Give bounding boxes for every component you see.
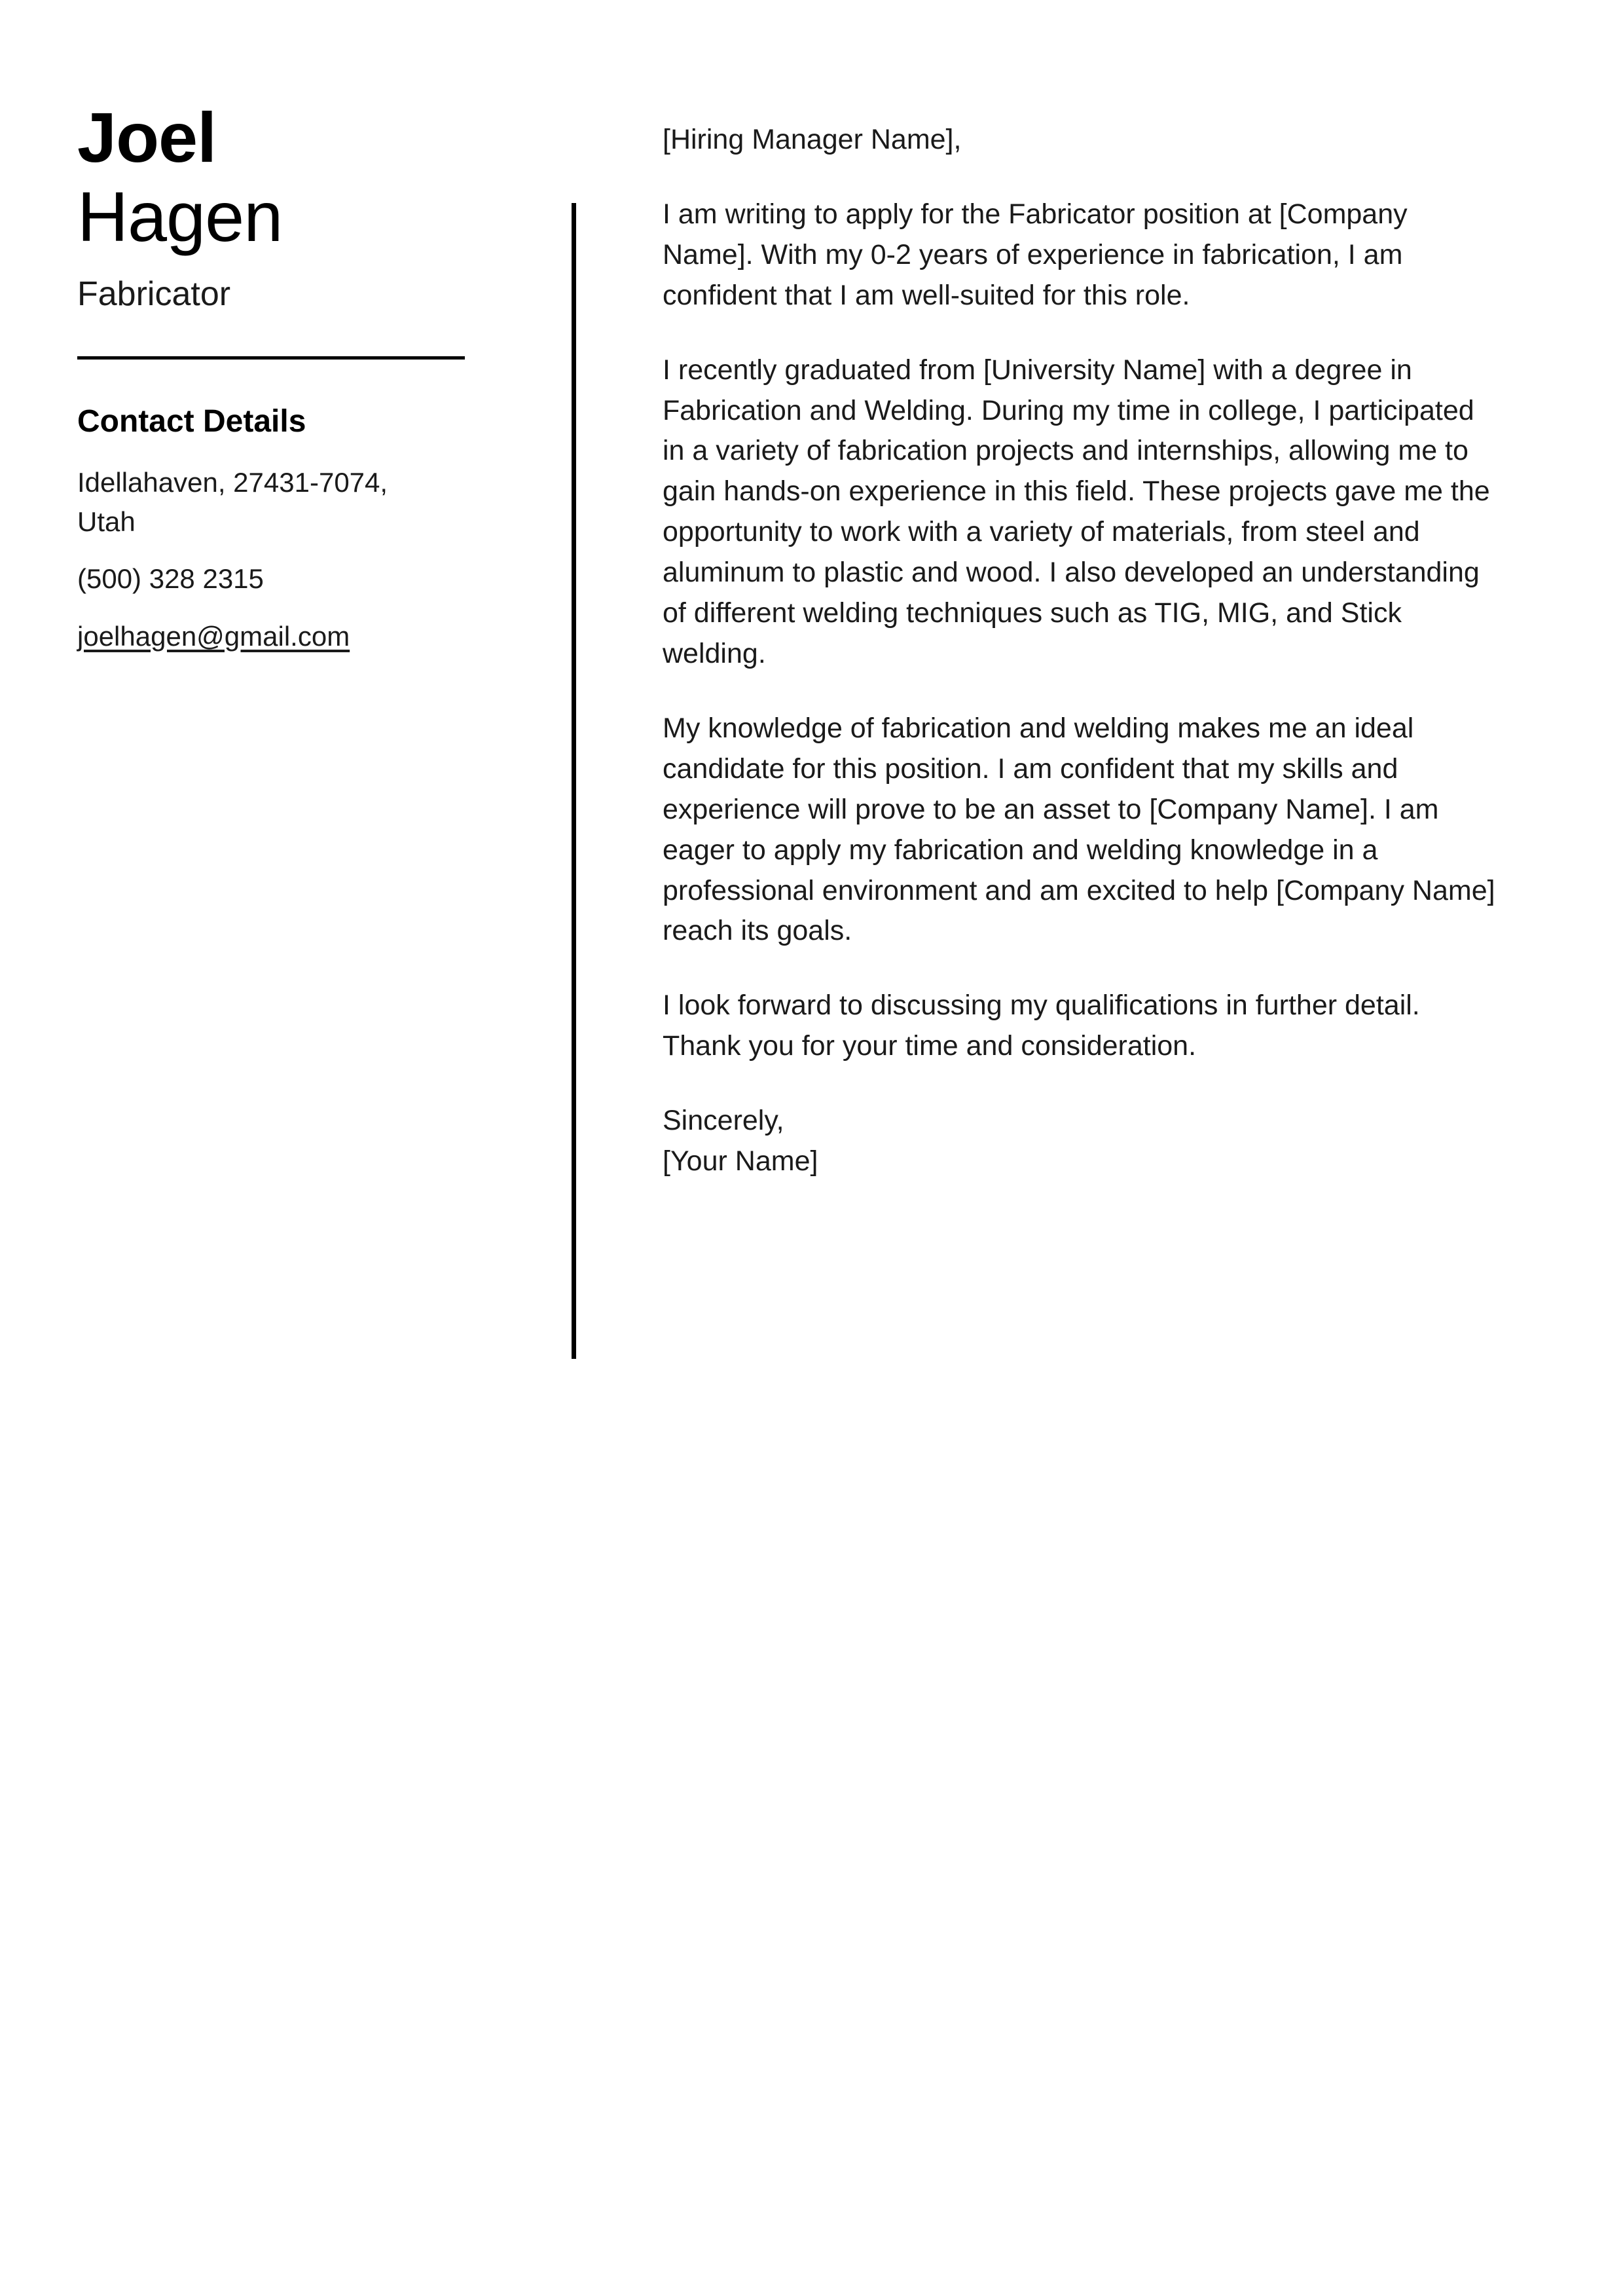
- candidate-first-name: Joel: [77, 98, 217, 177]
- letter-paragraph: I am writing to apply for the Fabricator position at [Company Name]. With my 0-2 years of experience in fabrication, I am confident that I am well-suited for this role.: [663, 198, 1408, 311]
- contact-phone: (500) 328 2315: [77, 563, 264, 595]
- contact-email-link[interactable]: joelhagen@gmail.com: [77, 620, 350, 652]
- column-divider: [572, 203, 576, 1359]
- sidebar: [77, 98, 470, 674]
- contact-address: Idellahaven, 27431-7074, Utah: [77, 466, 388, 537]
- contact-details-list: [77, 463, 470, 675]
- letter-signature: [Your Name]: [663, 1145, 818, 1177]
- candidate-last-name: Hagen: [77, 176, 283, 256]
- sidebar-divider-rule: [77, 356, 465, 360]
- letter-closing: Sincerely,: [663, 1105, 784, 1137]
- letter-salutation: [Hiring Manager Name],: [663, 124, 962, 155]
- letter-body: [663, 120, 1504, 1182]
- candidate-name: [77, 98, 470, 257]
- letter-paragraph: My knowledge of fabrication and welding makes me an ideal candidate for this position. I am confident that my skills and experience will prove to be an asset to [Company Name]. I am eager to apply my fabrication and welding knowledge in a professional environment and am excited to help [Company Name] reach its goals.: [663, 712, 1495, 947]
- letter-signoff: [663, 1101, 1504, 1182]
- letter-paragraph: I recently graduated from [University Name] with a degree in Fabrication and Welding. During my time in college, I participated in a variety of fabrication projects and internships, allowing me to gain hands-on experience in this field. These projects gave me the opportunity to work with a variety of materials, from steel and aluminum to plastic and wood. I also developed an understanding of different welding techniques such as TIG, MIG, and Stick welding.: [663, 354, 1490, 669]
- letter-paragraph: I look forward to discussing my qualifications in further detail. Thank you for your time and consideration.: [663, 990, 1420, 1062]
- contact-details-heading: Contact Details: [77, 404, 306, 439]
- candidate-job-title: Fabricator: [77, 274, 231, 313]
